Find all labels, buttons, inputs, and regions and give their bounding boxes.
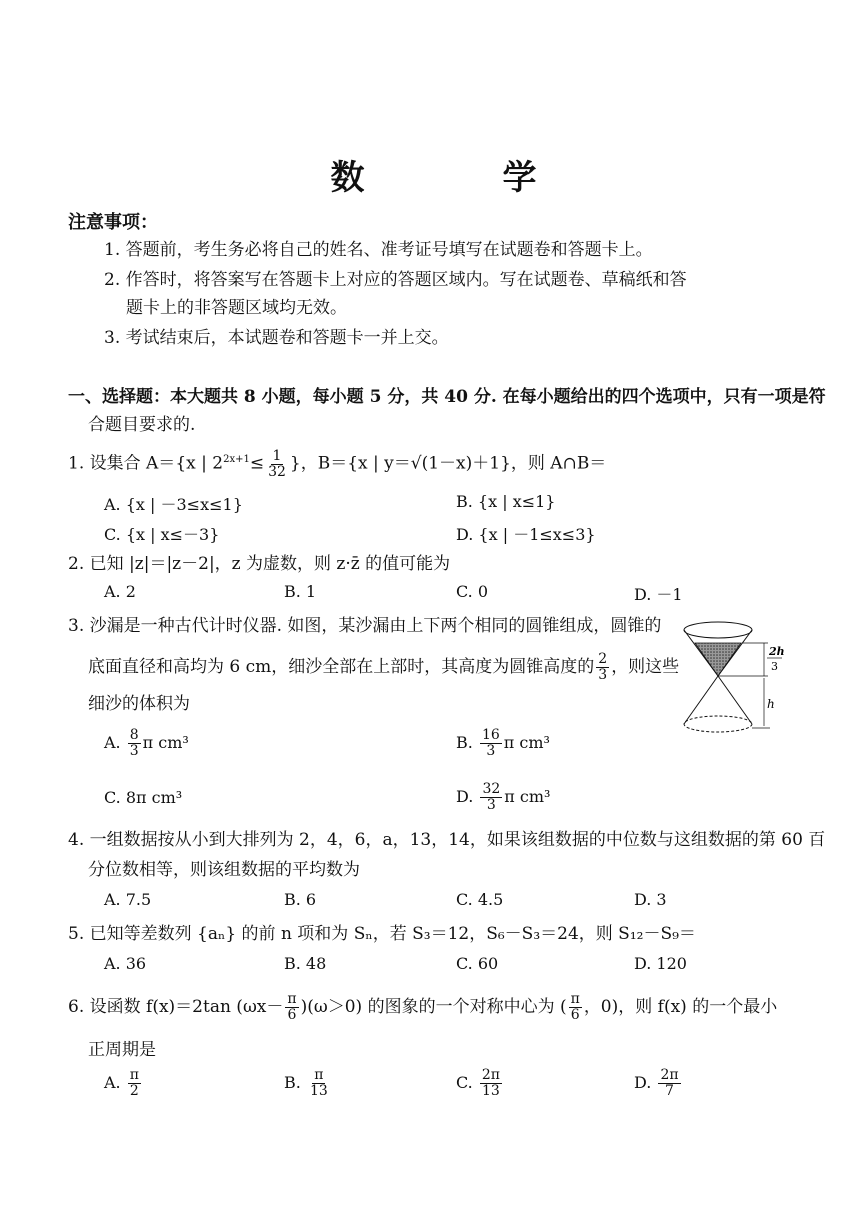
q1-option-d: D. {x | －1≤x≤3} (456, 525, 596, 544)
q6-option-b: B. $\frac{\pi}{13}$ (284, 1067, 328, 1099)
question-4-line2: 分位数相等，则该组数据的平均数为 (88, 860, 360, 880)
q5-option-a: A. 36 (104, 954, 147, 973)
q3-option-b: B. $\frac{16}{3}$ π cm³ (456, 727, 550, 759)
question-3-line3: 细沙的体积为 (88, 694, 190, 714)
q6-option-c: C. $\frac{2\pi}{13}$ (456, 1067, 500, 1099)
question-1-stem: 1. 设集合 A＝{x | $2^{2x+1}\le$ $\frac{1}{32}$ }，B＝{x | y＝√(1－x)＋1}，则 A∩B＝ (68, 447, 607, 480)
q5-option-c: C. 60 (456, 954, 499, 973)
q4-option-a: A. 7.5 (104, 890, 152, 909)
question-2-stem: 2. 已知 |z|＝|z－2|，z 为虚数，则 z·z̄ 的值可能为 (68, 554, 451, 574)
notice-item-2-cont: 题卡上的非答题区域均无效。 (126, 298, 347, 318)
question-4-line1: 4. 一组数据按从小到大排列为 2，4，6，a，13，14，如果该组数据的中位数与这组数据的第 60 百 (68, 830, 826, 850)
page-title: 数 学 (330, 158, 589, 198)
section-heading: 一、选择题：本大题共 8 小题，每小题 5 分，共 40 分. 在每小题给出的四个选项中，只有一项是符 (68, 387, 826, 407)
sand-region (695, 643, 741, 676)
q1-option-c: C. {x | x≤－3} (104, 525, 220, 544)
notice-item-2: 2. 作答时，将答案写在答题卡上对应的答题区域内。写在试题卷、草稿纸和答 (104, 270, 687, 290)
q2-option-b: B. 1 (284, 582, 317, 601)
q2-option-a: A. 2 (104, 582, 136, 601)
notice-item-3: 3. 考试结束后，本试题卷和答题卡一并上交。 (104, 328, 449, 348)
hourglass-figure (680, 618, 790, 738)
q1-option-a: A. {x | －3≤x≤1} (104, 495, 243, 514)
question-3-line2: 底面直径和高均为 6 cm，细沙全部在上部时，其高度为圆锥高度的 $\frac{2}{3}$ ，则这些 (88, 651, 680, 683)
q4-option-b: B. 6 (284, 890, 317, 909)
fig-label-h: h (767, 697, 775, 711)
notice-heading: 注意事项： (68, 212, 158, 233)
q2-option-d: D. －1 (634, 585, 683, 604)
q4-option-d: D. 3 (634, 890, 667, 909)
q3-option-a: A. $\frac{8}{3}$ π cm³ (104, 727, 189, 759)
section-heading-cont: 合题目要求的. (88, 415, 196, 435)
q2-option-c: C. 0 (456, 582, 489, 601)
question-6-line1: 6. 设函数 f(x)＝2tan (ωx－ $\frac{\pi}{6}$ )(ω＞0) 的图象的一个对称中心为 ( $\frac{\pi}{6}$ ，0)，则 f(x) 的一个最小 (68, 991, 778, 1023)
q3-option-c: C. 8π cm³ (104, 788, 183, 807)
fig-label-3: 3 (771, 660, 778, 673)
question-3-line1: 3. 沙漏是一种古代计时仪器. 如图，某沙漏由上下两个相同的圆锥组成，圆锥的 (68, 616, 662, 636)
top-base-ellipse (684, 622, 752, 638)
q3-option-d: D. $\frac{32}{3}$ π cm³ (456, 781, 551, 813)
bottom-base-ellipse (684, 716, 752, 732)
q6-option-d: D. $\frac{2\pi}{7}$ (634, 1067, 679, 1099)
fig-label-2h: 2h (769, 645, 785, 658)
q4-option-c: C. 4.5 (456, 890, 504, 909)
q5-option-b: B. 48 (284, 954, 327, 973)
notice-item-1: 1. 答题前，考生务必将自己的姓名、准考证号填写在试题卷和答题卡上。 (104, 240, 653, 260)
q1-option-b: B. {x | x≤1} (456, 492, 556, 511)
q5-option-d: D. 120 (634, 954, 687, 973)
question-6-line2: 正周期是 (88, 1040, 156, 1060)
q6-option-a: A. $\frac{\pi}{2}$ (104, 1067, 139, 1099)
question-5-stem: 5. 已知等差数列 {aₙ} 的前 n 项和为 Sₙ，若 S₃＝12，S₆－S₃＝24，则 S₁₂－S₉＝ (68, 924, 696, 944)
